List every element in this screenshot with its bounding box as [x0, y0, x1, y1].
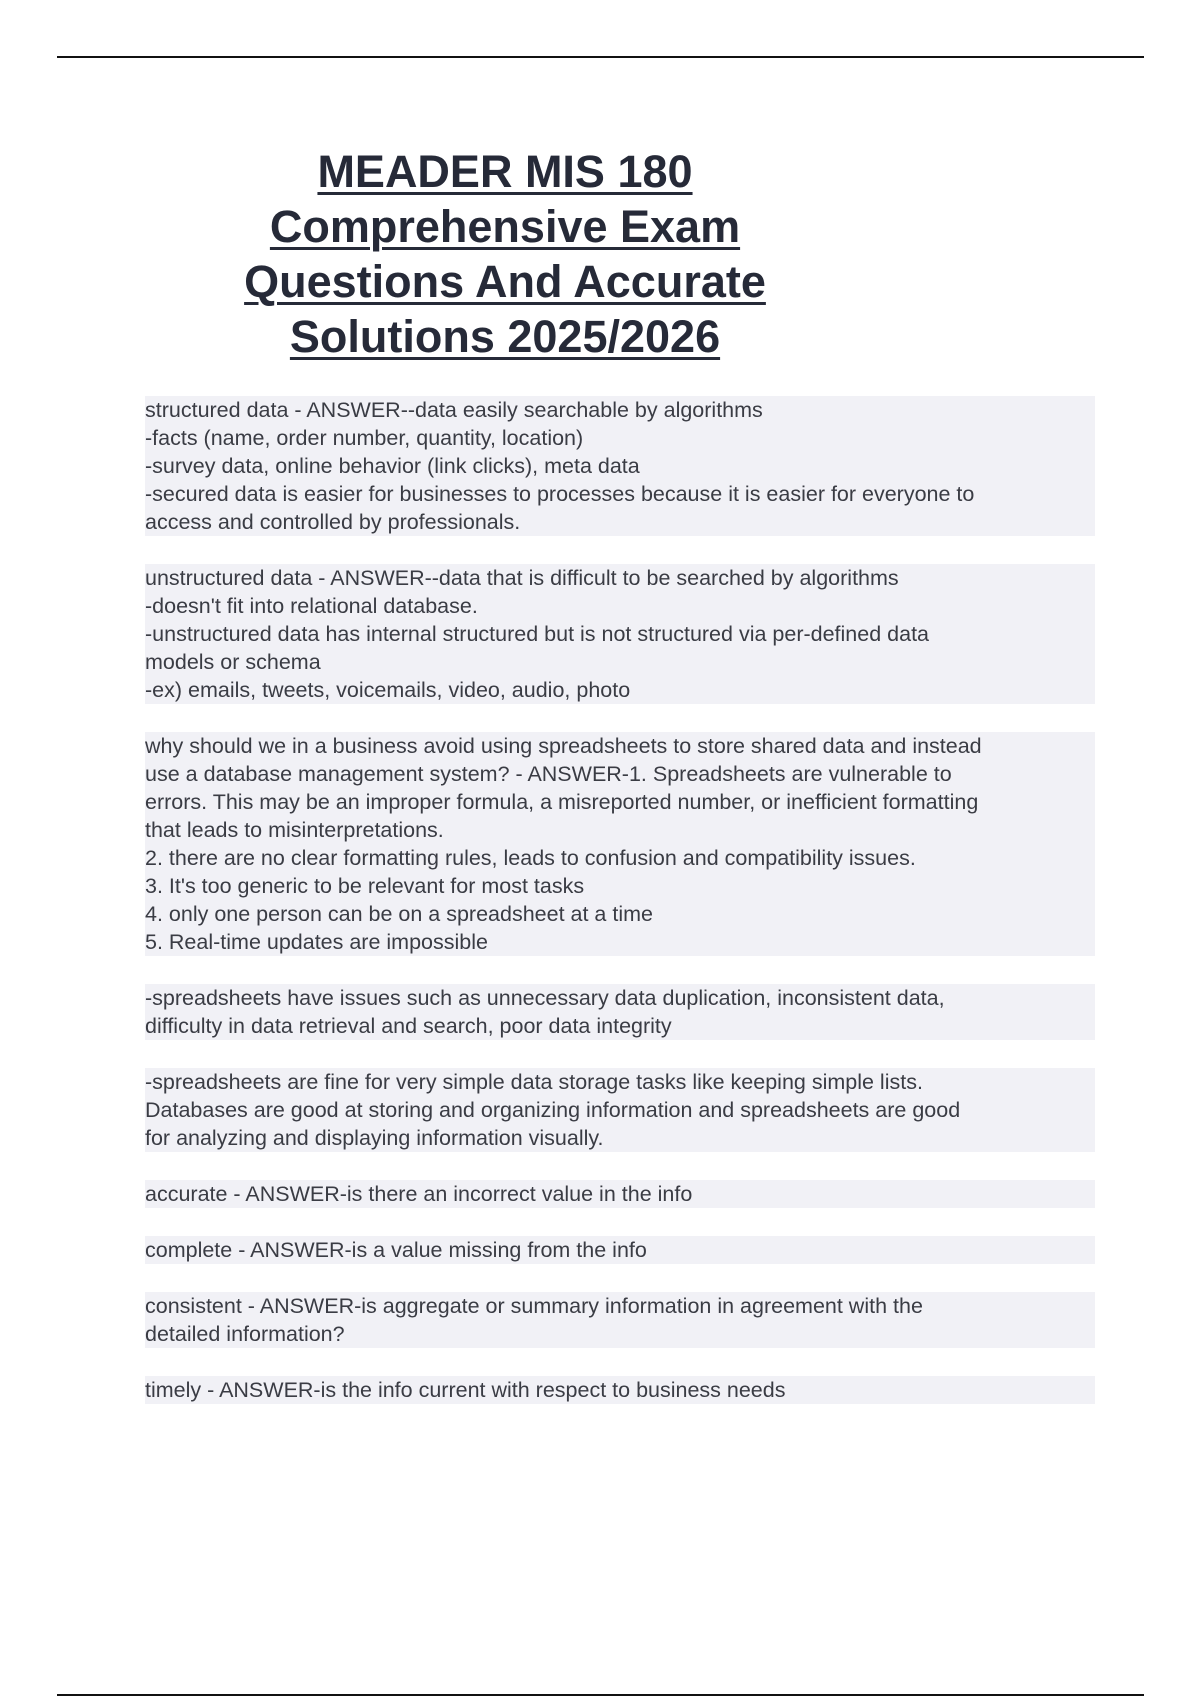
- document-body: [145, 396, 1095, 1432]
- entry-consistent: [145, 1292, 1095, 1348]
- text-line: detailed information?: [145, 1320, 1095, 1348]
- text-line: 5. Real-time updates are impossible: [145, 928, 1095, 956]
- entry-accurate: [145, 1180, 1095, 1208]
- text-line: 2. there are no clear formatting rules, leads to confusion and compatibility issues.: [145, 844, 1095, 872]
- text-line: errors. This may be an improper formula, a misreported number, or inefficient formatting: [145, 788, 1095, 816]
- text-line: unstructured data - ANSWER--data that is difficult to be searched by algorithms: [145, 564, 1095, 592]
- text-line: complete - ANSWER-is a value missing from the info: [145, 1236, 1095, 1264]
- text-line: -ex) emails, tweets, voicemails, video, audio, photo: [145, 676, 1095, 704]
- text-line: Databases are good at storing and organizing information and spreadsheets are good: [145, 1096, 1095, 1124]
- text-line: accurate - ANSWER-is there an incorrect value in the info: [145, 1180, 1095, 1208]
- entry-spreadsheet-issues: [145, 984, 1095, 1040]
- text-line: 4. only one person can be on a spreadsheet at a time: [145, 900, 1095, 928]
- text-line: use a database management system? - ANSWER-1. Spreadsheets are vulnerable to: [145, 760, 1095, 788]
- entry-unstructured-data: [145, 564, 1095, 704]
- title-line: Comprehensive Exam: [269, 201, 741, 252]
- title-line: Questions And Accurate: [244, 256, 766, 307]
- text-line: timely - ANSWER-is the info current with respect to business needs: [145, 1376, 1095, 1404]
- title-line: Solutions 2025/2026: [289, 311, 721, 362]
- title-line: MEADER MIS 180: [317, 146, 693, 197]
- text-line: -spreadsheets are fine for very simple data storage tasks like keeping simple lists.: [145, 1068, 1095, 1096]
- entry-structured-data: [145, 396, 1095, 536]
- text-line: models or schema: [145, 648, 1095, 676]
- text-line: -doesn't fit into relational database.: [145, 592, 1095, 620]
- text-line: access and controlled by professionals.: [145, 508, 1095, 536]
- entry-avoid-spreadsheets: [145, 732, 1095, 956]
- entry-spreadsheets-fine: [145, 1068, 1095, 1152]
- text-line: for analyzing and displaying information visually.: [145, 1124, 1095, 1152]
- entry-timely: [145, 1376, 1095, 1404]
- text-line: consistent - ANSWER-is aggregate or summary information in agreement with the: [145, 1292, 1095, 1320]
- text-line: -unstructured data has internal structured but is not structured via per-defined data: [145, 620, 1095, 648]
- text-line: why should we in a business avoid using spreadsheets to store shared data and instead: [145, 732, 1095, 760]
- text-line: -spreadsheets have issues such as unnecessary data duplication, inconsistent data,: [145, 984, 1095, 1012]
- text-line: 3. It's too generic to be relevant for most tasks: [145, 872, 1095, 900]
- text-line: -survey data, online behavior (link clicks), meta data: [145, 452, 1095, 480]
- text-line: -facts (name, order number, quantity, location): [145, 424, 1095, 452]
- top-rule: [57, 56, 1144, 58]
- text-line: difficulty in data retrieval and search, poor data integrity: [145, 1012, 1095, 1040]
- entry-complete: [145, 1236, 1095, 1264]
- text-line: -secured data is easier for businesses to processes because it is easier for everyone to: [145, 480, 1095, 508]
- bottom-rule: [57, 1694, 1144, 1696]
- text-line: structured data - ANSWER--data easily searchable by algorithms: [145, 396, 1095, 424]
- text-line: that leads to misinterpretations.: [145, 816, 1095, 844]
- document-title: [200, 144, 810, 364]
